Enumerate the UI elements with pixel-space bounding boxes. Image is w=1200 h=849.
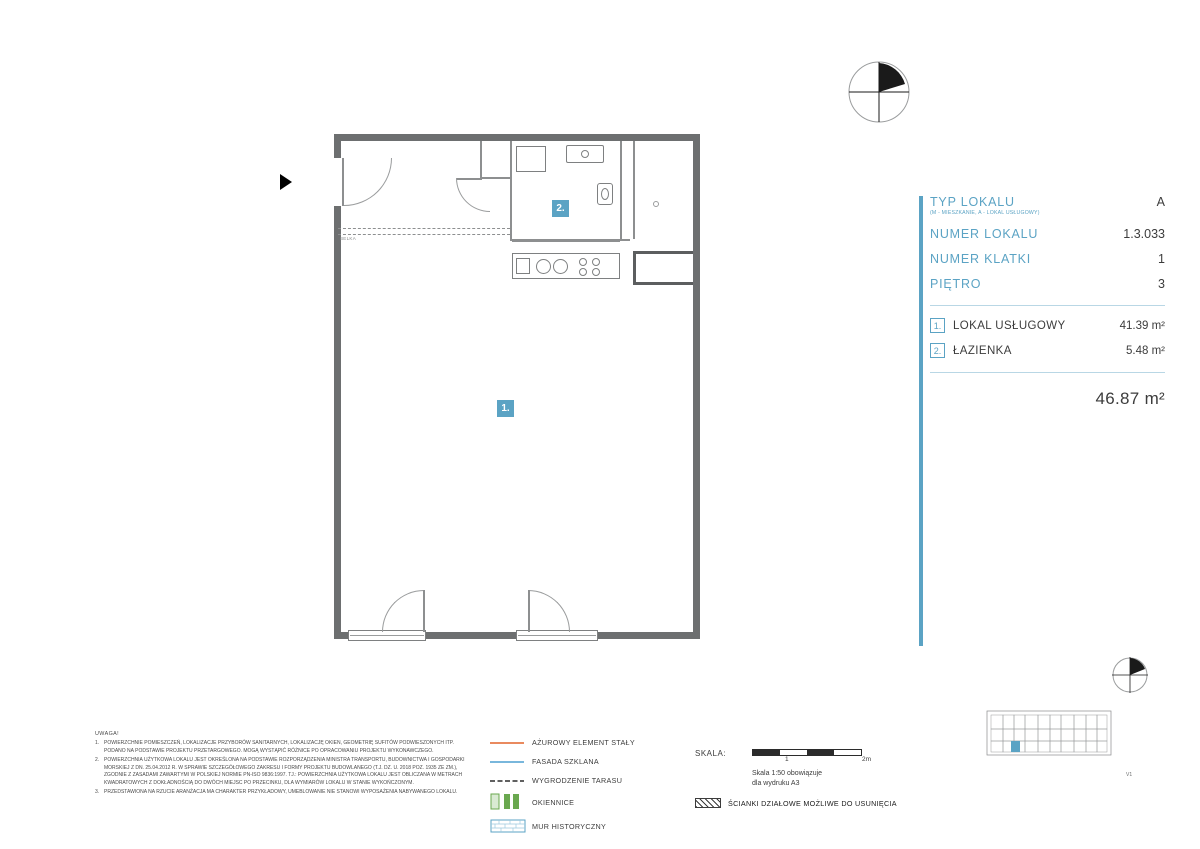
scale-note-line1: Skala 1:50 obowiązuje xyxy=(752,770,823,777)
divider-bottom xyxy=(930,372,1165,373)
scale-tick-end: 2m xyxy=(862,756,872,763)
info-key-type-label: TYP LOKALU xyxy=(930,195,1015,209)
beam-label: BELKA xyxy=(340,236,357,241)
legend-label-shutters: OKIENNICE xyxy=(532,797,575,807)
info-val-staircase: 1 xyxy=(1158,252,1165,266)
shaft-marker-icon xyxy=(653,201,659,207)
wall-niche-top xyxy=(633,251,693,254)
room-tag-bathroom: 2. xyxy=(552,200,569,217)
removable-walls-hatch-icon xyxy=(695,798,721,808)
area-value-main: 41.39 m² xyxy=(1119,319,1165,332)
info-key-type xyxy=(930,195,1040,216)
legend-item-shutters xyxy=(490,790,690,814)
bathtub-fixture xyxy=(516,146,546,172)
legend-label-historic-wall: MUR HISTORYCZNY xyxy=(532,821,607,831)
info-val-unit-number: 1.3.033 xyxy=(1123,227,1165,241)
area-row-bathroom xyxy=(930,343,1165,358)
ceiling-dash-a xyxy=(510,141,511,149)
beam-dashed-line xyxy=(338,228,510,229)
note-number: 2. xyxy=(95,757,100,763)
legend-label-glass-facade: FASADA SZKLANA xyxy=(532,757,599,766)
scale-note-line2: dla wydruku A3 xyxy=(752,779,800,787)
window-right-leaf xyxy=(528,590,530,632)
entrance-arrow-icon xyxy=(280,174,292,190)
window-right-glass xyxy=(518,635,596,636)
area-name-main: LOKAL USŁUGOWY xyxy=(953,319,1066,332)
note-number: 1. xyxy=(95,740,100,746)
legend-item-terrace-fence xyxy=(490,771,690,790)
hob-burner-4-icon xyxy=(592,268,600,276)
scale-seg-4 xyxy=(834,750,861,755)
info-val-type: A xyxy=(1156,195,1165,209)
area-row-main xyxy=(930,318,1165,333)
scale-bar xyxy=(752,749,862,756)
info-row-unit-number xyxy=(930,227,1165,241)
hob-burner-1-icon xyxy=(579,258,587,266)
window-left-glass xyxy=(350,635,424,636)
wall-top xyxy=(334,134,700,141)
legend-item-openwork xyxy=(490,733,690,752)
bath-door-swing xyxy=(456,178,490,212)
key-plan xyxy=(985,705,1113,767)
washbasin-drain-icon xyxy=(581,150,589,158)
divider-top xyxy=(930,305,1165,306)
info-val-floor: 3 xyxy=(1158,277,1165,291)
info-key-type-sub: (M - MIESZKANIE, A - LOKAL USŁUGOWY) xyxy=(930,210,1040,216)
legend-block xyxy=(490,733,690,838)
wall-niche-left xyxy=(633,251,636,285)
legend-symbol-glass-facade-icon xyxy=(490,759,532,765)
compass-north-icon xyxy=(845,58,913,126)
unit-info-panel xyxy=(930,195,1165,409)
legend-symbol-historic-wall-icon xyxy=(490,817,532,835)
wall-partition-b xyxy=(510,141,512,241)
info-key-floor: PIĘTRO xyxy=(930,277,982,291)
note-number: 3. xyxy=(95,789,100,795)
scale-seg-1 xyxy=(753,750,780,755)
scale-seg-3 xyxy=(807,750,834,755)
removable-walls-legend xyxy=(695,798,897,808)
note-text: POWIERZCHNIE POMIESZCZEŃ, LOKALIZACJE PRZYBORÓW SANITARNYCH, LOKALIZACJĘ OKIEN, GEOMETRIĘ SUFITÓW PODWIESZONYCH ITP. PODANO NA PODSTAWIE PROJEKTU PRZETARGOWEGO. MOGĄ WYSTĄPIĆ RÓŻNICE PO OPRACOWANIU PROJEKTU WYKONAWCZEGO. xyxy=(104,740,454,754)
info-key-staircase: NUMER KLATKI xyxy=(930,252,1032,266)
info-row-staircase xyxy=(930,252,1165,266)
window-left-swing xyxy=(382,590,424,632)
area-tag-main: 1. xyxy=(930,318,945,333)
legend-symbol-terrace-fence-icon xyxy=(490,778,532,784)
legend-symbol-openwork-icon xyxy=(490,740,532,746)
scale-note xyxy=(752,769,822,789)
toilet-bowl-icon xyxy=(601,188,609,200)
info-row-floor xyxy=(930,277,1165,291)
hob-burner-2-icon xyxy=(592,258,600,266)
wall-shaft-left xyxy=(633,141,635,239)
total-area: 46.87 m² xyxy=(1095,389,1165,408)
entry-opening xyxy=(334,158,342,206)
scale-label: SKALA: xyxy=(695,749,727,758)
legend-label-openwork: AŻUROWY ELEMENT STAŁY xyxy=(532,738,635,747)
floor-plan xyxy=(320,120,720,660)
kitchen-backsplash xyxy=(512,241,620,242)
notes-title: UWAGA! xyxy=(95,731,120,737)
entry-door-swing xyxy=(344,158,392,206)
wall-niche-bottom xyxy=(633,282,693,285)
legend-item-historic-wall xyxy=(490,814,690,838)
note-item xyxy=(95,740,475,755)
scale-tick-mid: 1 xyxy=(785,756,789,763)
kitchen-sink-bowl-icon xyxy=(536,259,551,274)
window-right-swing xyxy=(528,590,570,632)
key-plan-code: V1 xyxy=(1126,772,1133,778)
compass-north-small-icon xyxy=(1110,655,1150,695)
kitchen-fridge-icon xyxy=(516,258,530,274)
beam-dashed-line-2 xyxy=(338,234,510,235)
note-text: PRZEDSTAWIONA NA RZUCIE ARANŻACJA MA CHARAKTER PRZYKŁADOWY, UMEBLOWANIE NIE STANOWI WYPOSAŻENIA NABYWANEGO LOKALU. xyxy=(104,789,458,795)
info-row-type xyxy=(930,195,1165,216)
legend-item-glass-facade xyxy=(490,752,690,771)
wall-left xyxy=(334,134,341,639)
area-name-bathroom: ŁAZIENKA xyxy=(953,344,1012,357)
info-key-unit-number: NUMER LOKALU xyxy=(930,227,1039,241)
area-value-bathroom: 5.48 m² xyxy=(1126,344,1165,357)
wall-right xyxy=(693,134,700,639)
wall-partition-e xyxy=(620,141,622,241)
window-left-leaf xyxy=(423,590,425,632)
area-tag-bathroom: 2. xyxy=(930,343,945,358)
wall-partition-a xyxy=(480,141,482,179)
removable-walls-label: ŚCIANKI DZIAŁOWE MOŻLIWE DO USUNIĘCIA xyxy=(728,798,897,808)
legend-symbol-shutters-icon xyxy=(490,793,532,811)
hob-burner-3-icon xyxy=(579,268,587,276)
note-item xyxy=(95,789,475,797)
note-text: POWIERZCHNIA UŻYTKOWA LOKALU JEST OKREŚLONA NA PODSTAWIE ROZPORZĄDZENIA MINISTRA TRANSPORTU, BUDOWNICTWA I GOSPODARKI MORSKIEJ Z DN. 25.04.2012 R. W SPRAWIE SZCZEGÓŁOWEGO ZAKRESU I FORMY PROJEKTU BUDOWLANEGO (T.J. DZ. U. 2018 POZ. 1935 ZE ZM.), ZGODNIE Z ZASADAMI ZAWARTYMI W POLSKIEJ NORMIE PN-ISO 9836:1997. TJ.: POWIERZCHNIA UŻYTKOWA LOKALU JEST OBLICZANA W METRACH KWADRATOWYCH Z DOKŁADNOŚCIĄ DO DWÓCH MIEJSC PO PRZECINKU, DLA WYMIARÓW LOKALU W STANIE WYKOŃCZONYM. xyxy=(104,757,465,786)
kitchen-sink-bowl2-icon xyxy=(553,259,568,274)
notes-block xyxy=(95,731,475,799)
panel-accent-bar xyxy=(919,196,923,646)
legend-label-terrace-fence: WYGRODZENIE TARASU xyxy=(532,776,623,785)
room-tag-main: 1. xyxy=(497,400,514,417)
note-item xyxy=(95,757,475,787)
scale-seg-2 xyxy=(780,750,807,755)
